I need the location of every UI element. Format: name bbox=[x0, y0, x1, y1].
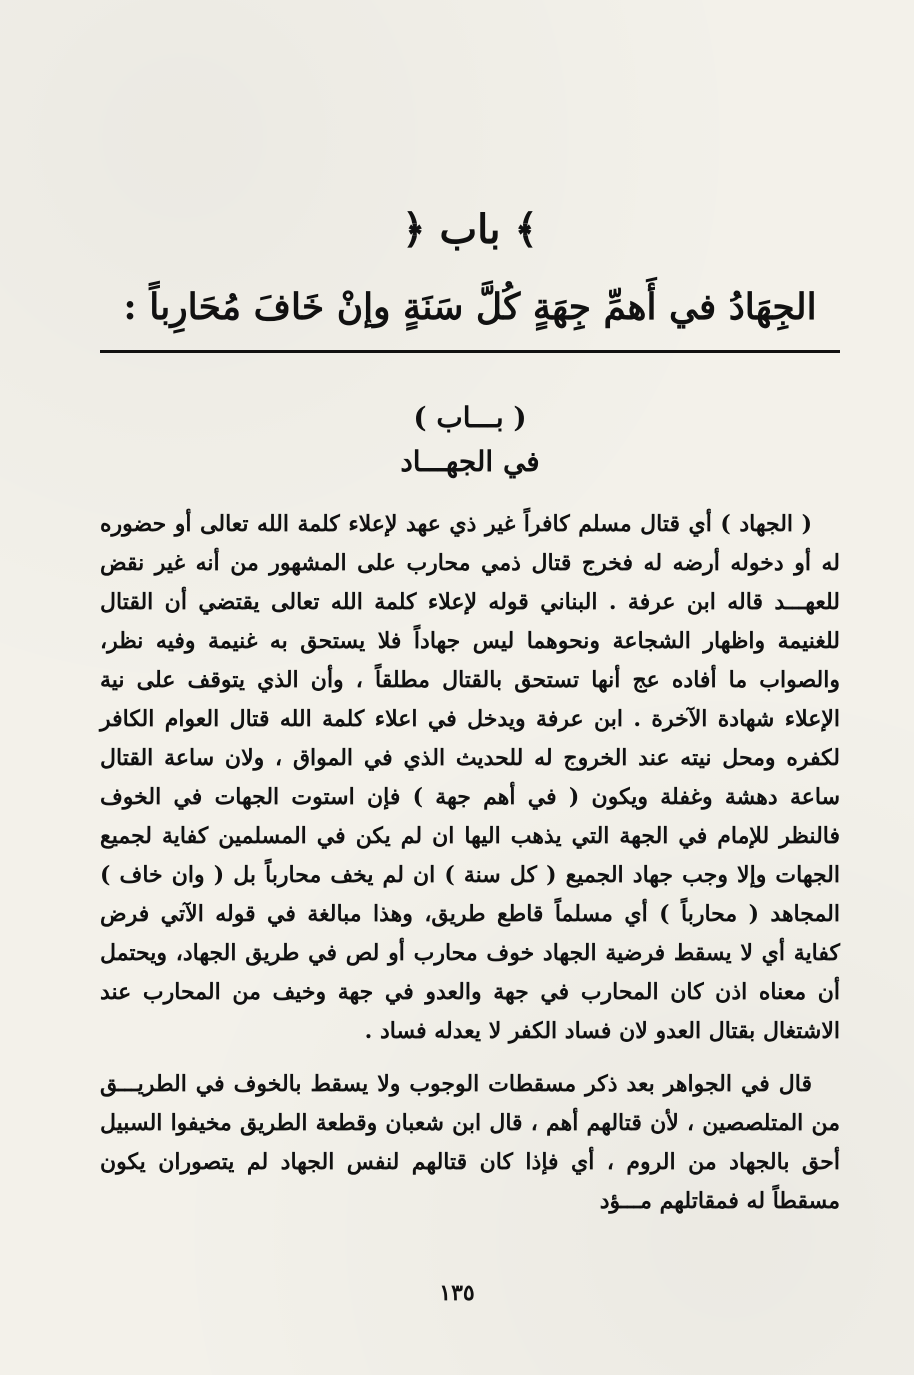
body-text bbox=[100, 505, 840, 1221]
chapter-header bbox=[100, 205, 840, 331]
section-title: في الجهـــاد bbox=[400, 445, 540, 478]
section-bab-heading: ( بـــاب ) bbox=[413, 401, 527, 434]
paragraph-2: قال في الجواهر بعد ذكر مسقطات الوجوب ولا يسقط بالخوف في الطريـــق من المتلصصين ، لأن قتالهم أهم ، قال ابن شعبان وقطعة الطريق مخيفوا السبيل أحق بالجهاد من الروم ، أي فإذا كان قتالهم لنفس الجهاد لم يتصوران يكون مسقطاً له فمقاتلهم مـــؤد bbox=[100, 1071, 840, 1214]
section-header bbox=[100, 400, 840, 482]
page-number: ١٣٥ bbox=[439, 1280, 475, 1306]
chapter-bab-heading: ﴿ باب ﴾ bbox=[402, 206, 538, 253]
chapter-title: الجِهَادُ في أَهمِّ جِهَةٍ كُلَّ سَنَةٍ وإنْ خَافَ مُحَارِباً : bbox=[123, 286, 817, 328]
paragraph-1: ( الجهاد ) أي قتال مسلم كافراً غير ذي عهد لإعلاء كلمة الله تعالى أو حضوره له أو دخوله أرضه له فخرج قتال ذمي محارب على المشهور من أنه غير نقض للعهـــد قاله ابن عرفة . البناني قوله لإعلاء كلمة الله تعالى يقتضي أن القتال للغنيمة واظهار الشجاعة ونحوهما ليس جهاداً فلا يستحق به غنيمة وفيه نظر، والصواب ما أفاده عج أنها تستحق بالقتال مطلقاً ، وأن الذي يتوقف على نية الإعلاء شهادة الآخرة . ابن عرفة ويدخل في اعلاء كلمة الله قتال العوام الكافر لكفره ومحل نيته عند الخروج له للحديث الذي في المواق ، ولان ساعة القتال ساعة دهشة وغفلة ويكون ( في أهم جهة ) فإن استوت الجهات في الخوف فالنظر للإمام في الجهة التي يذهب اليها ان لم يكن في المسلمين كفاية لجميع الجهات وإلا وجب جهاد الجميع ( كل سنة ) ان لم يخف محارباً بل ( وان خاف ) المجاهد ( محارباً ) أي مسلماً قاطع طريق، وهذا مبالغة في قوله الآتي فرض كفاية أي لا يسقط فرضية الجهاد خوف محارب أو لص في طريق الجهاد، ويحتمل أن معناه اذن كان المحارب في جهة والعدو في جهة وخيف من المحارب عند الاشتغال بقتال العدو لان فساد الكفر لا يعدله فساد . bbox=[100, 511, 840, 1044]
header-divider bbox=[100, 350, 840, 353]
